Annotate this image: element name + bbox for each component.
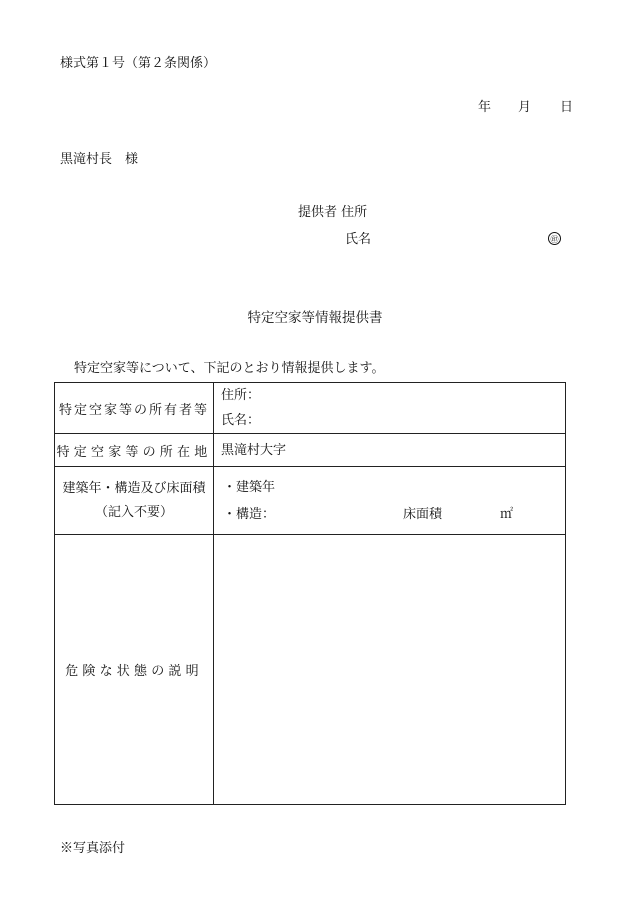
table-row-location bbox=[55, 434, 566, 467]
building-label: 建築年・構造及び床面積 bbox=[62, 480, 206, 496]
provider-name-label: 氏名 bbox=[345, 232, 372, 247]
danger-label-cell bbox=[55, 535, 214, 805]
provider-address-label: 提供者 住所 bbox=[298, 205, 368, 220]
table-row-danger bbox=[55, 535, 566, 805]
seal-icon: ㊞ bbox=[548, 232, 561, 245]
square-meter-unit: ㎡ bbox=[500, 506, 514, 522]
building-label-cell bbox=[55, 467, 214, 535]
building-structure-line bbox=[223, 501, 565, 528]
owner-label-cell bbox=[55, 383, 214, 434]
owner-value-cell[interactable] bbox=[214, 383, 566, 434]
building-structure: ・構造： bbox=[223, 506, 276, 522]
date-month: 月 bbox=[518, 100, 532, 115]
location-label: 特定空家等の所在地 bbox=[56, 444, 212, 460]
photo-note: ※写真添付 bbox=[60, 841, 126, 856]
table-row-owner bbox=[55, 383, 566, 434]
date-day: 日 bbox=[560, 100, 574, 115]
location-label-cell bbox=[55, 434, 214, 467]
date-year: 年 bbox=[478, 100, 492, 115]
floor-area-label: 床面積 bbox=[403, 506, 443, 522]
location-value: 黒滝村大字 bbox=[221, 442, 287, 458]
info-table bbox=[54, 382, 566, 805]
date-row bbox=[478, 100, 573, 116]
table-row-building bbox=[55, 467, 566, 535]
building-year: ・建築年 bbox=[223, 479, 276, 495]
recipient: 黒滝村長 様 bbox=[60, 152, 139, 167]
location-value-cell[interactable] bbox=[214, 434, 566, 467]
owner-address: 住所： bbox=[221, 388, 261, 403]
intro-text: 特定空家等について、下記のとおり情報提供します。 bbox=[74, 361, 385, 376]
form-number: 様式第１号（第２条関係） bbox=[60, 56, 217, 71]
danger-value-cell[interactable] bbox=[214, 535, 566, 805]
owner-label: 特定空家等の所有者等 bbox=[58, 402, 209, 418]
building-sublabel: （記入不要） bbox=[94, 504, 173, 520]
document-title: 特定空家等情報提供書 bbox=[247, 310, 383, 326]
owner-name: 氏名： bbox=[221, 413, 261, 428]
danger-label: 危険な状態の説明 bbox=[65, 664, 203, 679]
building-value-cell[interactable] bbox=[214, 467, 566, 535]
